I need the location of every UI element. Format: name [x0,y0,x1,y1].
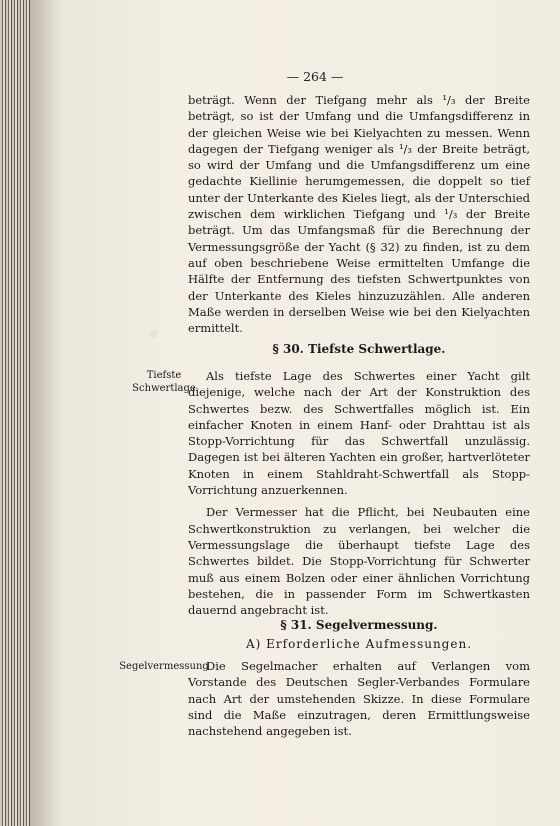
page-number: — 264 — [286,69,344,84]
margin-note-tiefste-schwertlage: Tiefste Schwertlage [132,370,196,394]
section-31-body [188,658,530,739]
paper-spot [150,330,158,338]
section-30-paragraph-2: Der Vermesser hat die Pflicht, bei Neubauten eine Schwertkonstruktion zu verlangen, bei welcher die Vermessungslage die überhaupt tiefste Lage des Schwertes bildet. Die Stopp-Vorrichtung für Schwerter muß aus einem Bolzen oder einer ähnlichen Vorrichtung bestehen, die in passender Form im Schwertkasten dauernd angebracht ist. [188,505,530,618]
section-31-heading: § 31. Segelvermessung. [280,618,438,632]
margin-note-segelvermessung: Segelvermessung [119,661,209,672]
paragraph-text: beträgt. Wenn der Tiefgang mehr als ¹/₃ der Breite beträgt, so ist der Umfang und die Umfangsdifferenz in der gleichen Weise wie bei Kielyachten zu messen. Wenn dagegen der Tiefgang weniger als ¹/₃ der Breite beträgt, so wird der Umfang und die Umfangsdifferenz um eine gedachte Kiellinie herumgemessen, die doppelt so tief unter der Unterkante des Kieles liegt, als der Unterschied zwischen dem wirklichen Tiefgang und ¹/₃ der Breite beträgt. Um das Umfangsmaß für die Berechnung der Vermessungsgröße der Yacht (§ 32) zu finden, ist zu dem auf oben beschriebene Weise ermittelten Umfange die Hälfte der Entfernung des tiefsten Schwertpunktes von der Unterkante des Kieles hinzuzuzählen. Alle anderen Maße werden in derselben Weise wie bei den Kielyachten ermittelt. [188,93,530,336]
book-spine [0,0,30,826]
section-31-subheading: A) Erforderliche Aufmessungen. [245,637,473,651]
section-30-paragraph-1: Als tiefste Lage des Schwertes einer Yacht gilt diejenige, welche nach der Art der Konstruktion des Schwertes bezw. des Schwertfalles möglich ist. Ein einfacher Knoten in einem Hanf- oder Drahttau ist als Stopp-Vorrichtung für das Schwertfall unzulässig. Dagegen ist bei älteren Yachten ein großer, hartverlöteter Knoten in einem Stahldraht-Schwertfall als Stopp-Vorrichtung anzuerkennen. [188,369,530,498]
page-paper [30,0,560,826]
top-paragraph [188,92,530,336]
section-30-heading: § 30. Tiefste Schwertlage. [272,342,446,356]
section-30-body [188,368,530,618]
section-31-paragraph-1: Die Segelmacher erhalten auf Verlangen vom Vorstande des Deutschen Segler-Verbandes Formulare nach Art der umstehenden Skizze. In diese Formulare sind die Maße einzutragen, deren Ermittlungsweise nachstehend angegeben ist. [188,659,530,739]
